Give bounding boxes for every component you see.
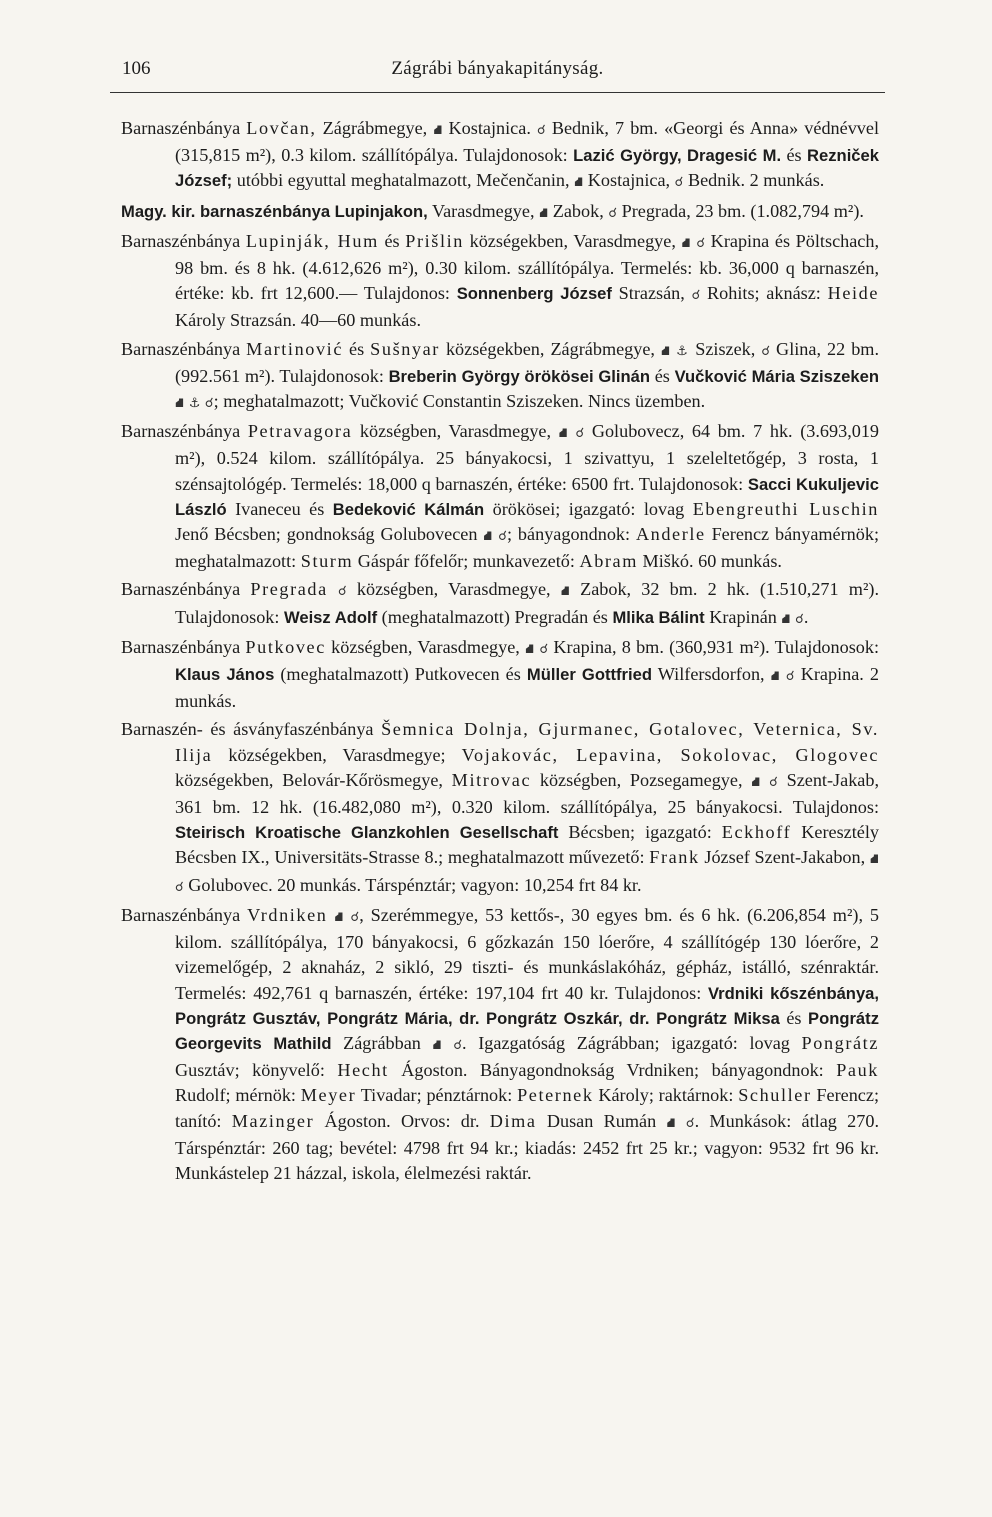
mine-entry [121, 635, 879, 715]
mine-entry [121, 199, 879, 226]
entries-list [121, 116, 879, 1189]
entry-text: Rudolf; mérnök: [175, 1085, 301, 1106]
entry-text: községben, Varasdmegye, [346, 579, 561, 600]
spaced-name: Pregrada [250, 579, 328, 600]
entry-text: községekben, Varasdmegye; [212, 744, 462, 765]
entry-text: Bécsben; igazgató: [558, 822, 722, 843]
entry-text: községben, Pozsegamegye, [531, 769, 752, 790]
entry-text: Ágoston. Orvos: dr. [314, 1110, 490, 1131]
entry-text: községekben, Belovár-Kőrösmegye, [175, 769, 452, 790]
telegraph-icon: ☌ [769, 774, 778, 790]
telegraph-icon: ☌ [795, 611, 804, 627]
entry-text [760, 770, 769, 790]
entry-text: és [781, 145, 808, 166]
page-number: 106 [122, 58, 151, 79]
entry-text: Zágrábmegye, [316, 118, 434, 138]
entry-text: községben, Varasdmegye, [325, 636, 526, 657]
entry-text [676, 1111, 686, 1131]
entry-text: Kostajnica. [442, 118, 537, 138]
entry-text: Kostajnica, [583, 170, 675, 191]
entry-text: Ágoston. Bányagondnokság Vrdniken; bányagondnok: [388, 1060, 837, 1081]
telegraph-icon: ☌ [498, 529, 508, 545]
entry-text: és [650, 365, 675, 386]
spaced-name: Schuller [738, 1085, 812, 1106]
entry-text: . Igazgatóság Zágrábban; igazgató: lovag [462, 1032, 802, 1053]
entry-text: Barnaszénbánya [121, 904, 248, 925]
entry-text: Barnaszénbánya [121, 636, 246, 657]
page-header [110, 58, 885, 93]
post-icon: ⛘ [660, 343, 671, 359]
entry-text: Pregrada, 23 bm. (1.082,794 m²). [617, 200, 864, 221]
post-icon: ⛘ [539, 205, 549, 221]
entry-text: Krapina. 2 munkás. [175, 664, 880, 712]
post-icon: ⛘ [574, 175, 584, 191]
post-icon: ⛘ [666, 1115, 676, 1131]
spaced-name: Dima [489, 1110, 537, 1131]
entry-text: Ferencz; tanító: [175, 1085, 880, 1131]
telegraph-icon: ☌ [350, 909, 360, 925]
telegraph-icon: ☌ [204, 396, 214, 412]
spaced-name: Abram [579, 551, 638, 572]
mine-entry [121, 577, 879, 631]
telegraph-icon: ☌ [539, 641, 549, 657]
railway-icon: ⚓ [676, 343, 690, 359]
mine-entry [121, 419, 879, 574]
telegraph-icon: ☌ [453, 1037, 463, 1053]
entry-text: Ferencz bányamérnök; meghatalmazott: [175, 524, 880, 572]
spaced-name: Mazinger [231, 1110, 315, 1131]
bold-name: Vučković Mária Sziszeken [674, 366, 880, 386]
entry-text: Miškó. 60 munkás. [637, 551, 782, 572]
bold-name: Vrdniki kőszénbánya, Pongrátz Gusztáv, Pongrátz Mária, dr. Pongrátz Oszkár, dr. Pongrátz Miksa [175, 983, 880, 1028]
telegraph-icon: ☌ [575, 426, 585, 442]
entry-text: Krapina és Pöltschach, 98 bm. és 8 hk. (4.612,626 m²), 0.30 kilom. szállítópálya. Termelés: kb. 36,000 q barnaszén, értéke: kb. frt 12,600.— Tulajdonos: [175, 230, 880, 304]
post-icon: ⛘ [433, 123, 443, 138]
spaced-name: Vrdniken [247, 904, 328, 925]
entry-text: Barnaszénbánya [121, 338, 247, 359]
telegraph-icon: ☌ [536, 123, 546, 138]
entry-text: Wilfersdorfon, [651, 664, 771, 685]
spaced-name: Sušnyar [370, 338, 440, 359]
entry-text [328, 579, 338, 599]
entry-text: Tivadar; pénztárnok: [356, 1085, 518, 1106]
entry-text: Barnaszénbánya [121, 118, 247, 138]
entry-text: és [343, 338, 371, 359]
bold-name: Breberin György örökösei Glinán [388, 366, 650, 386]
mine-entry [121, 903, 879, 1186]
post-icon: ⛘ [560, 584, 570, 600]
entry-text: Gáspár főfelőr; munkavezető: [353, 551, 580, 572]
post-icon: ⛘ [869, 852, 880, 868]
post-icon: ⛘ [525, 641, 535, 657]
post-icon: ⛘ [681, 235, 691, 251]
entry-text: Ivaneceu és [226, 498, 333, 519]
spaced-name: Eckhoff [721, 822, 792, 843]
entry-text: Golubovec. 20 munkás. Társpénztár; vagyon: 10,254 frt 84 kr. [183, 874, 642, 895]
spaced-name: Hecht [337, 1060, 389, 1081]
entry-text: Glina, 22 bm. (992.561 m²). Tulajdonosok: [175, 338, 879, 386]
entry-text: Jenő Bécsben; gondnokság Golubovecen [175, 524, 484, 545]
entry-text: Keresztély Bécsben IX., Universitäts-Strasse 8.; meghatalmazott művezető: [175, 822, 879, 868]
entry-text: és [779, 1007, 808, 1028]
post-icon: ⛘ [432, 1037, 442, 1053]
bold-name: Magy. kir. barnaszénbánya Lupinjakon, [121, 201, 428, 221]
running-head: Zágrábi bányakapitányság. [391, 58, 604, 79]
entry-text: . Munkások: átlag 270. Társpénztár: 260 tag; bevétel: 4798 frt 94 kr.; kiadás: 2452 frt 25 kr.; vagyon: 9532 frt 96 kr. Munkástelep 21 házzal, iskola, élelmezési raktár. [175, 1110, 880, 1183]
entry-text: . [803, 606, 809, 627]
spaced-name: Pongrátz [801, 1032, 879, 1053]
spaced-name: Anderle [635, 524, 706, 545]
entry-text: (meghatalmazott) Pregradán és [377, 606, 613, 627]
entry-text [442, 1033, 454, 1053]
spaced-name: Martinović [246, 338, 343, 359]
entry-text: Golubovecz, 64 bm. 7 hk. (3.693,019 m²), 0.524 kilom. szállítópálya. 25 bányakocsi, 1 szivattyu, 1 szeleltetőgép, 3 rosta, 1 szénsajtológép. Termelés: 18,000 q barnaszén, értéke: 6500 frt. Tulajdonosok: [175, 421, 880, 494]
telegraph-icon: ☌ [696, 235, 706, 251]
entry-text: örökösei; igazgató: lovag [484, 498, 693, 519]
entry-text: Zágrábban [331, 1032, 433, 1053]
bold-name: Weisz Adolf [283, 607, 378, 627]
spaced-name: Pauk [836, 1060, 879, 1081]
entry-text: Sziszek, [689, 338, 762, 359]
spaced-name: Meyer [300, 1085, 357, 1106]
entry-text: Barnaszénbánya [121, 579, 251, 600]
telegraph-icon: ☌ [175, 879, 184, 895]
post-icon: ⛘ [751, 774, 761, 790]
spaced-name: Frank [649, 847, 700, 868]
spaced-name: Mitrovac [451, 769, 532, 790]
telegraph-icon: ☌ [685, 1115, 695, 1131]
entry-text: Gusztáv; könyvelő: [175, 1060, 338, 1081]
post-icon: ⛘ [175, 396, 185, 412]
post-icon: ⛘ [334, 909, 344, 925]
spaced-name: Putkovec [245, 636, 326, 657]
post-icon: ⛘ [781, 611, 791, 627]
entry-text: községekben, Zágrábmegye, [439, 338, 661, 359]
telegraph-icon: ☌ [761, 343, 771, 359]
entry-text: Krapinán [704, 606, 782, 627]
spaced-name: Šemnica Dolnja, Gjurmanec, Gotalovec, Veternica, Sv. Ilija [175, 719, 879, 765]
bold-name: Müller Gottfried [526, 665, 652, 685]
spaced-name: Peternek [517, 1085, 594, 1106]
entry-text: és [378, 230, 406, 251]
mine-entry [121, 229, 879, 334]
mine-entry [121, 717, 879, 899]
post-icon: ⛘ [558, 426, 568, 442]
entry-text: ; bányagondnok: [507, 524, 636, 545]
entry-text: Zabok, 32 bm. 2 hk. (1.510,271 m²). Tulajdonosok: [175, 579, 880, 627]
entry-text: Zabok, [548, 200, 609, 221]
bold-name: Mlika Bálint [612, 607, 705, 627]
bold-name: Sonnenberg József [456, 284, 612, 304]
entry-text: (meghatalmazott) Putkovecen és [274, 664, 527, 685]
bold-name: Rezniček József; [175, 146, 879, 191]
spaced-name: Sturm [300, 551, 354, 572]
telegraph-icon: ☌ [691, 288, 701, 304]
telegraph-icon: ☌ [608, 205, 618, 221]
spaced-name: Prišlin [405, 230, 464, 251]
spaced-name: Petravagora [247, 421, 353, 442]
entry-text: Barnaszénbánya [121, 421, 248, 442]
railway-icon: ⚓ [188, 396, 201, 412]
post-icon: ⛘ [483, 529, 493, 545]
entry-text: Varasdmegye, [427, 200, 540, 221]
mine-entry [121, 337, 879, 417]
entry-text: Bednik, 7 bm. «Georgi és Anna» védnévvel (315,815 m²), 0.3 kilom. szállítópálya. Tulajdonosok: [175, 118, 880, 166]
entry-text: Károly Strazsán. 40—60 munkás. [175, 310, 421, 331]
telegraph-icon: ☌ [674, 175, 684, 191]
bold-name: Sacci Kukuljevic László [175, 474, 879, 519]
bold-name: Pongrátz Georgevits Mathild [175, 1008, 879, 1053]
post-icon: ⛘ [770, 669, 780, 685]
spaced-name: Vojakovác, Lepavina, Sokolovac, Glogovec [461, 744, 879, 765]
entry-text: ; meghatalmazott; Vučković Constantin Sziszeken. Nincs üzemben. [213, 391, 706, 412]
entry-text: Strazsán, [611, 283, 692, 304]
bold-name: Lazić György, Dragesić M. [573, 146, 782, 166]
spaced-name: Heide [827, 283, 880, 304]
entry-text: József Szent-Jakabon, [699, 847, 870, 868]
entry-text: Bednik. 2 munkás. [683, 170, 825, 191]
entry-text: községben, Varasdmegye, [352, 421, 559, 442]
entry-text: utóbbi egyuttal meghatalmazott, Mečenčanin, [232, 170, 575, 191]
entry-text: Barnaszénbánya [121, 230, 246, 251]
entry-text: községekben, Varasdmegye, [463, 230, 682, 251]
entry-text: Dusan Rumán [536, 1110, 667, 1131]
entry-text: , Szerémmegye, 53 kettős-, 30 egyes bm. és 6 hk. (6.206,854 m²), 5 kilom. szállítópálya, 170 bányakocsi, 6 gőzkazán 150 lóerőre, 4 szállítógép 130 lóerőre, 2 vizemelőgép, 2 aknaház, 2 sikló, 29 tiszti- és munkáslakóház, gépház, istálló, szénraktár. Termelés: 492,761 q barnaszén, értéke: 197,104 frt 40 kr. Tulajdonos: [175, 904, 880, 1003]
spaced-name: Lovčan, [246, 118, 317, 138]
spaced-name: Ebengreuthi Luschin [692, 498, 880, 519]
telegraph-icon: ☌ [785, 669, 795, 685]
telegraph-icon: ☌ [337, 584, 347, 600]
entry-text: Rohits; aknász: [700, 283, 828, 304]
bold-name: Steirisch Kroatische Glanzkohlen Gesellschaft [175, 823, 559, 843]
entry-text: Szent-Jakab, 361 bm. 12 hk. (16.482,080 m²), 0.320 kilom. szállítópálya, 25 bányakocsi. Tulajdonos: [175, 769, 880, 818]
entry-text: Károly; raktárnok: [593, 1085, 739, 1106]
bold-name: Klaus János [175, 665, 275, 685]
spaced-name: Lupinják, Hum [245, 230, 379, 251]
mine-entry [121, 116, 879, 196]
entry-text: Barnaszén- és ásványfaszénbánya [121, 719, 382, 740]
entry-text: Krapina, 8 bm. (360,931 m²). Tulajdonosok: [548, 636, 880, 657]
bold-name: Bedeković Kálmán [332, 499, 485, 519]
